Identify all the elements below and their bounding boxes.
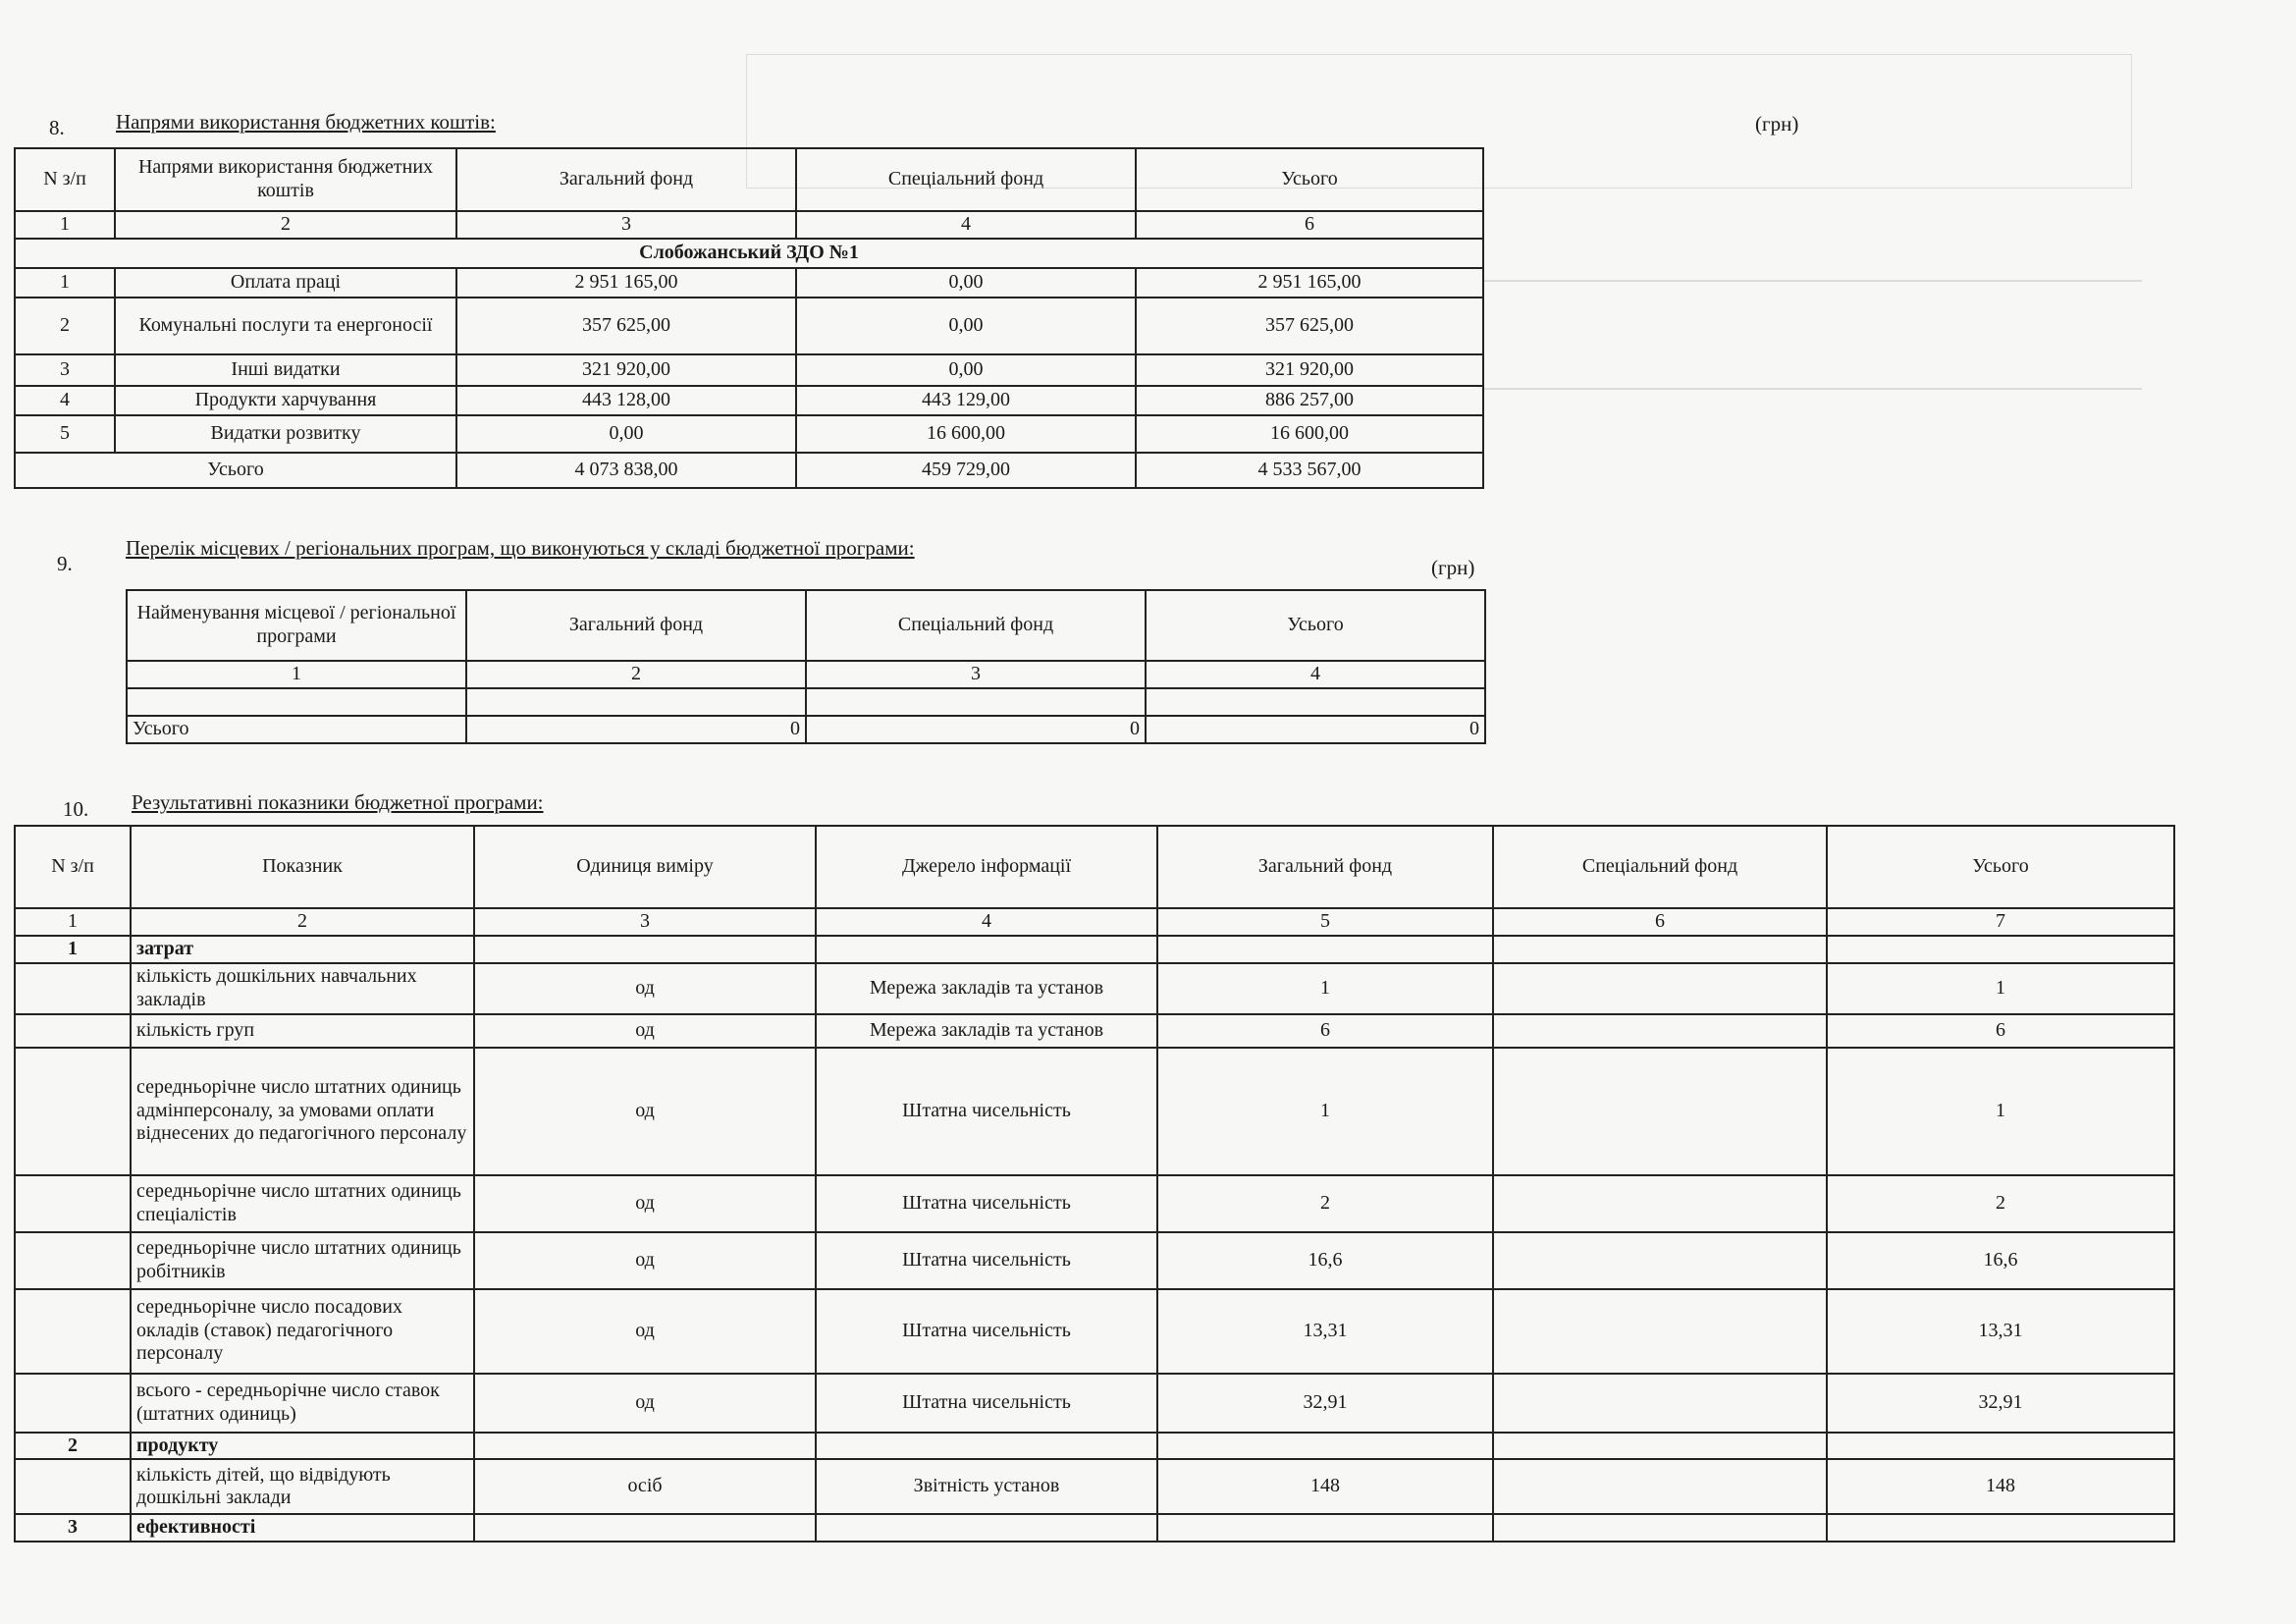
empty-cell [1493, 936, 1827, 963]
general-fund-value: 13,31 [1157, 1289, 1493, 1374]
section9-table [126, 589, 1486, 744]
total-row [15, 453, 1483, 488]
indicator-source: Штатна чисельність [816, 1374, 1157, 1433]
general-fund-value: 16,6 [1157, 1232, 1493, 1289]
header-cell: Спеціальний фонд [1493, 826, 1827, 908]
header-cell: Джерело інформації [816, 826, 1157, 908]
empty-cell [1157, 1514, 1493, 1542]
total-special: 0 [806, 716, 1146, 743]
indicator-source: Штатна чисельність [816, 1175, 1157, 1232]
indicator-source: Штатна чисельність [816, 1048, 1157, 1175]
empty-row [127, 688, 1485, 716]
indicator-unit: од [474, 1175, 816, 1232]
section9-title: Перелік місцевих / регіональних програм, що виконуються у складі бюджетної програми: [126, 536, 915, 560]
indicator-name: кількість дошкільних навчальних закладів [131, 963, 474, 1014]
indicator-source: Звітність установ [816, 1459, 1157, 1514]
row-number: 2 [15, 298, 115, 354]
table-row [15, 1014, 2174, 1048]
table-header-row [15, 148, 1483, 211]
column-number: 5 [1157, 908, 1493, 936]
section8-unit: (грн) [1755, 112, 1799, 135]
special-fund-value [1493, 963, 1827, 1014]
empty-cell [1827, 1514, 2174, 1542]
header-cell: Спеціальний фонд [796, 148, 1136, 211]
table-row [15, 1048, 2174, 1175]
column-number: 3 [806, 661, 1146, 688]
indicator-source: Мережа закладів та установ [816, 963, 1157, 1014]
column-number: 2 [131, 908, 474, 936]
column-number: 1 [15, 908, 131, 936]
empty-cell [15, 1374, 131, 1433]
column-number: 2 [466, 661, 806, 688]
indicator-source: Мережа закладів та установ [816, 1014, 1157, 1048]
total-value: 1 [1827, 1048, 2174, 1175]
indicator-unit: од [474, 1289, 816, 1374]
total-label: Усього [127, 716, 466, 743]
indicator-source: Штатна чисельність [816, 1289, 1157, 1374]
general-fund-value: 2 951 165,00 [456, 268, 796, 298]
indicator-unit: од [474, 963, 816, 1014]
total-all: 0 [1146, 716, 1485, 743]
indicator-name: кількість груп [131, 1014, 474, 1048]
empty-cell [1493, 1514, 1827, 1542]
total-value: 148 [1827, 1459, 2174, 1514]
indicator-unit: од [474, 1048, 816, 1175]
total-label: Усього [15, 453, 456, 488]
header-cell: Усього [1827, 826, 2174, 908]
indicator-source: Штатна чисельність [816, 1232, 1157, 1289]
table-row [15, 415, 1483, 453]
total-general: 4 073 838,00 [456, 453, 796, 488]
empty-cell [15, 1048, 131, 1175]
table-header-row [127, 590, 1485, 661]
general-fund-value: 357 625,00 [456, 298, 796, 354]
header-cell: Загальний фонд [456, 148, 796, 211]
empty-cell [474, 1514, 816, 1542]
empty-cell [1493, 1433, 1827, 1460]
special-fund-value: 443 129,00 [796, 386, 1136, 415]
indicator-name: кількість дітей, що відвідують дошкільні заклади [131, 1459, 474, 1514]
empty-cell [816, 1433, 1157, 1460]
column-number: 4 [796, 211, 1136, 239]
general-fund-value: 148 [1157, 1459, 1493, 1514]
group-name: ефективності [131, 1514, 474, 1542]
total-all: 4 533 567,00 [1136, 453, 1483, 488]
group-number: 2 [15, 1433, 131, 1460]
group-row [15, 936, 2174, 963]
column-number-row [15, 908, 2174, 936]
section10-table [14, 825, 2175, 1543]
row-number: 5 [15, 415, 115, 453]
table-row [15, 268, 1483, 298]
empty-cell [474, 936, 816, 963]
empty-cell [474, 1433, 816, 1460]
general-fund-value: 2 [1157, 1175, 1493, 1232]
group-row [15, 1514, 2174, 1542]
direction-name: Інші видатки [115, 354, 456, 386]
total-value: 16,6 [1827, 1232, 2174, 1289]
empty-cell [1146, 688, 1485, 716]
group-row [15, 239, 1483, 268]
indicator-name: середньорічне число штатних одиниць робітників [131, 1232, 474, 1289]
empty-cell [15, 1459, 131, 1514]
header-cell: Показник [131, 826, 474, 908]
section10-title: Результативні показники бюджетної програми: [132, 790, 544, 814]
column-number: 4 [1146, 661, 1485, 688]
empty-cell [15, 963, 131, 1014]
special-fund-value: 0,00 [796, 354, 1136, 386]
special-fund-value [1493, 1459, 1827, 1514]
table-row [15, 386, 1483, 415]
header-cell: Одиниця виміру [474, 826, 816, 908]
general-fund-value: 1 [1157, 963, 1493, 1014]
column-number: 4 [816, 908, 1157, 936]
empty-cell [806, 688, 1146, 716]
indicator-name: середньорічне число посадових окладів (ставок) педагогічного персоналу [131, 1289, 474, 1374]
table-row [15, 354, 1483, 386]
empty-cell [127, 688, 466, 716]
group-number: 3 [15, 1514, 131, 1542]
total-value: 1 [1827, 963, 2174, 1014]
general-fund-value: 443 128,00 [456, 386, 796, 415]
header-cell: Найменування місцевої / регіональної програми [127, 590, 466, 661]
indicator-unit: од [474, 1014, 816, 1048]
special-fund-value: 16 600,00 [796, 415, 1136, 453]
row-number: 1 [15, 268, 115, 298]
empty-cell [816, 1514, 1157, 1542]
special-fund-value [1493, 1014, 1827, 1048]
indicator-unit: од [474, 1232, 816, 1289]
column-number-row [127, 661, 1485, 688]
header-cell: Напрями використання бюджетних коштів [115, 148, 456, 211]
row-number: 3 [15, 354, 115, 386]
indicator-unit: осіб [474, 1459, 816, 1514]
empty-cell [15, 1014, 131, 1048]
column-number-row [15, 211, 1483, 239]
special-fund-value [1493, 1374, 1827, 1433]
group-row [15, 1433, 2174, 1460]
column-number: 7 [1827, 908, 2174, 936]
general-fund-value: 6 [1157, 1014, 1493, 1048]
table-header-row [15, 826, 2174, 908]
column-number: 1 [127, 661, 466, 688]
total-value: 886 257,00 [1136, 386, 1483, 415]
group-name: затрат [131, 936, 474, 963]
header-cell: Усього [1146, 590, 1485, 661]
section9-number: 9. [57, 552, 73, 575]
special-fund-value: 0,00 [796, 298, 1136, 354]
table-row [15, 1175, 2174, 1232]
indicator-name: середньорічне число штатних одиниць спеціалістів [131, 1175, 474, 1232]
section8-title: Напрями використання бюджетних коштів: [116, 110, 496, 134]
header-cell: Спеціальний фонд [806, 590, 1146, 661]
column-number: 3 [474, 908, 816, 936]
special-fund-value: 0,00 [796, 268, 1136, 298]
column-number: 3 [456, 211, 796, 239]
empty-cell [15, 1175, 131, 1232]
indicator-name: середньорічне число штатних одиниць адмінперсоналу, за умовами оплати віднесених до педагогічного персоналу [131, 1048, 474, 1175]
group-number: 1 [15, 936, 131, 963]
column-number: 2 [115, 211, 456, 239]
empty-cell [1157, 1433, 1493, 1460]
group-name: Слобожанський ЗДО №1 [15, 239, 1483, 268]
table-row [15, 1374, 2174, 1433]
special-fund-value [1493, 1289, 1827, 1374]
general-fund-value: 32,91 [1157, 1374, 1493, 1433]
indicator-name: всього - середньорічне число ставок (штатних одиниць) [131, 1374, 474, 1433]
total-value: 13,31 [1827, 1289, 2174, 1374]
table-row [15, 1289, 2174, 1374]
special-fund-value [1493, 1175, 1827, 1232]
header-cell: N з/п [15, 148, 115, 211]
table-row [15, 298, 1483, 354]
direction-name: Оплата праці [115, 268, 456, 298]
general-fund-value: 1 [1157, 1048, 1493, 1175]
bleed-through-line [1482, 388, 2142, 390]
section10-number: 10. [63, 797, 89, 821]
empty-cell [15, 1289, 131, 1374]
empty-cell [1827, 936, 2174, 963]
total-value: 6 [1827, 1014, 2174, 1048]
column-number: 1 [15, 211, 115, 239]
header-cell: N з/п [15, 826, 131, 908]
total-value: 32,91 [1827, 1374, 2174, 1433]
total-value: 2 [1827, 1175, 2174, 1232]
bleed-through-line [1482, 280, 2142, 282]
total-row [127, 716, 1485, 743]
section9-unit: (грн) [1431, 556, 1475, 579]
total-general: 0 [466, 716, 806, 743]
total-special: 459 729,00 [796, 453, 1136, 488]
column-number: 6 [1136, 211, 1483, 239]
special-fund-value [1493, 1048, 1827, 1175]
group-name: продукту [131, 1433, 474, 1460]
table-row [15, 1459, 2174, 1514]
table-row [15, 1232, 2174, 1289]
indicator-unit: од [474, 1374, 816, 1433]
special-fund-value [1493, 1232, 1827, 1289]
total-value: 16 600,00 [1136, 415, 1483, 453]
empty-cell [15, 1232, 131, 1289]
general-fund-value: 0,00 [456, 415, 796, 453]
direction-name: Комунальні послуги та енергоносії [115, 298, 456, 354]
header-cell: Усього [1136, 148, 1483, 211]
column-number: 6 [1493, 908, 1827, 936]
empty-cell [1157, 936, 1493, 963]
header-cell: Загальний фонд [1157, 826, 1493, 908]
empty-cell [816, 936, 1157, 963]
direction-name: Продукти харчування [115, 386, 456, 415]
section8-number: 8. [49, 116, 65, 139]
total-value: 2 951 165,00 [1136, 268, 1483, 298]
direction-name: Видатки розвитку [115, 415, 456, 453]
section8-table [14, 147, 1484, 489]
header-cell: Загальний фонд [466, 590, 806, 661]
general-fund-value: 321 920,00 [456, 354, 796, 386]
empty-cell [466, 688, 806, 716]
row-number: 4 [15, 386, 115, 415]
total-value: 357 625,00 [1136, 298, 1483, 354]
table-row [15, 963, 2174, 1014]
total-value: 321 920,00 [1136, 354, 1483, 386]
empty-cell [1827, 1433, 2174, 1460]
